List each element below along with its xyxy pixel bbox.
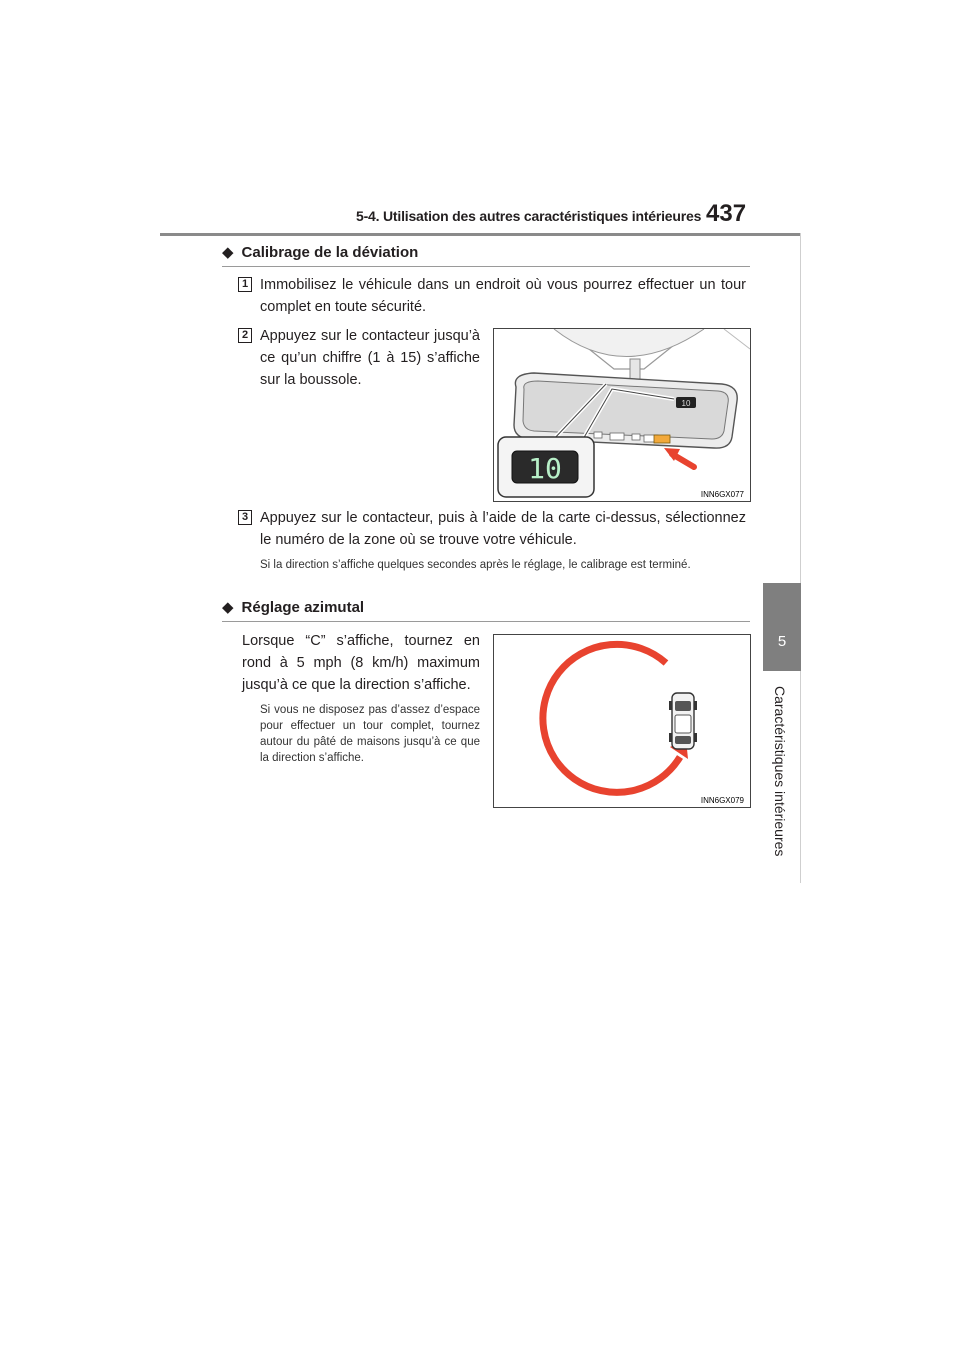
diamond-bullet-icon: ◆ bbox=[222, 599, 234, 616]
step-number-2: 2 bbox=[238, 328, 252, 343]
section-heading-reglage bbox=[222, 598, 364, 616]
section-heading-calibrage bbox=[222, 243, 418, 261]
figure-code-2: INN6GX079 bbox=[700, 796, 744, 805]
chapter-tab bbox=[763, 583, 801, 671]
page-number: 437 bbox=[706, 200, 747, 227]
figure-code-1: INN6GX077 bbox=[700, 490, 744, 499]
running-header: 5-4. Utilisation des autres caractéristiques intérieures bbox=[356, 208, 702, 224]
step-number-3: 3 bbox=[238, 510, 252, 525]
azimuth-note: Si vous ne disposez pas d’assez d’espace pour effectuer un tour complet, tournez autour du pâté de maisons jusqu’à ce que la direction s’affiche. bbox=[260, 704, 480, 764]
side-rule bbox=[800, 233, 801, 883]
section-rule bbox=[222, 621, 750, 622]
chapter-title: Caractéristiques intérieures bbox=[772, 686, 788, 857]
azimuth-text: Lorsque “C” s’affiche, tournez en rond à 5 mph (8 km/h) maximum jusqu’à ce que la direction s’affiche. bbox=[242, 633, 480, 693]
diamond-bullet-icon: ◆ bbox=[222, 244, 234, 261]
step-number-1: 1 bbox=[238, 277, 252, 292]
compass-switch-button bbox=[654, 435, 670, 443]
vehicle-icon bbox=[669, 693, 697, 749]
section-title: Calibrage de la déviation bbox=[241, 244, 419, 261]
step-3-text: Appuyez sur le contacteur, puis à l’aide de la carte ci-dessus, sélectionnez le numéro de la zone où se trouve votre véhicule. bbox=[260, 510, 746, 548]
figure-circle-drive bbox=[493, 634, 751, 808]
figure-mirror-compass bbox=[493, 328, 751, 502]
circle-drive-illustration bbox=[494, 635, 750, 807]
mirror-illustration bbox=[494, 329, 750, 501]
mirror-display-small: 10 bbox=[681, 399, 691, 408]
chapter-number: 5 bbox=[777, 633, 787, 650]
step-2-text: Appuyez sur le contacteur jusqu’à ce qu’un chiffre (1 à 15) s’affiche sur la boussole. bbox=[260, 328, 480, 388]
section-title: Réglage azimutal bbox=[241, 599, 365, 616]
section-rule bbox=[222, 266, 750, 267]
step-3-note: Si la direction s’affiche quelques secondes après le réglage, le calibrage est terminé. bbox=[260, 559, 691, 571]
chapter-title-vertical bbox=[764, 686, 800, 866]
step-1-text: Immobilisez le véhicule dans un endroit où vous pourrez effectuer un tour complet en toute sécurité. bbox=[260, 277, 746, 315]
header-rule bbox=[160, 233, 801, 236]
mirror-display-large: 10 bbox=[528, 452, 562, 485]
